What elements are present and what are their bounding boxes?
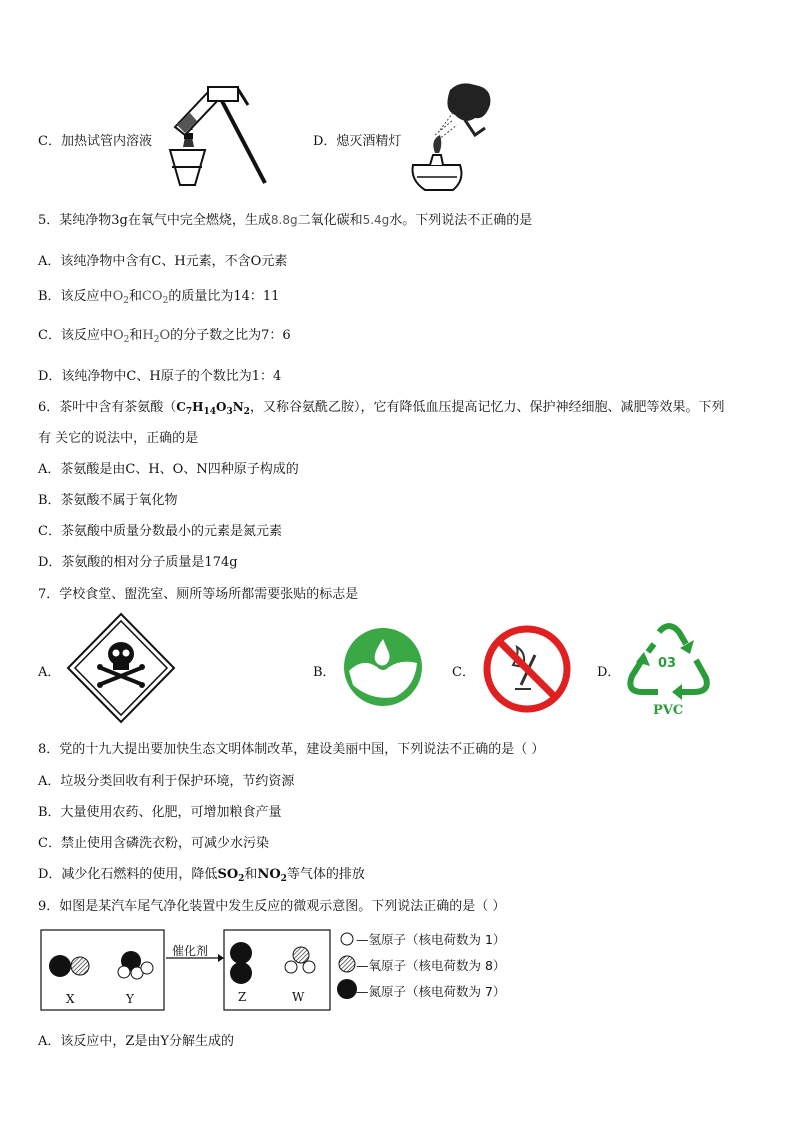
q8-option-b: B．大量使用农药、化肥，可增加粮食产量 [38, 805, 282, 820]
q5-option-c: C．该反应中$O_2$和$H_2O$的分子数之比为7：6 [38, 328, 291, 345]
q6-stem: 6．茶叶中含有茶氨酸（$C_7H_{14}O_3N_2$，又称谷氨酰乙胺），它有降低血压提高记忆力、保护神经细胞、减肥等效果。下列 [38, 400, 725, 417]
label-x: X [66, 992, 75, 1006]
legend-nitrogen-icon [336, 978, 358, 1000]
q4-option-d: D．熄灭酒精灯 [313, 134, 402, 149]
q5-option-d: D．该纯净物中C、H原子的个数比为1：4 [38, 369, 282, 384]
legend-hydrogen: —氢原子（核电荷数为 1） [356, 932, 506, 947]
q4-option-c: C．加热试管内溶液 [38, 134, 152, 149]
q8-option-d: D．减少化石燃料的使用，降低$SO_2$和$NO_2$等气体的排放 [38, 867, 365, 884]
q6-option-a: A．茶氨酸是由C、H、O、N四种原子构成的 [38, 462, 299, 477]
q8-option-c: C．禁止使用含磷洗衣粉，可减少水污染 [38, 836, 269, 851]
q5-option-b: B．该反应中$O_2$和$CO_2$的质量比为14：11 [38, 289, 280, 306]
label-z: Z [238, 990, 247, 1004]
q7-option-d-label: D． [597, 665, 621, 680]
q8-option-a: A．垃圾分类回收有利于保护环境，节约资源 [38, 774, 295, 789]
toxic-skull-icon [66, 612, 176, 724]
q6-option-b: B．茶氨酸不属于氧化物 [38, 493, 178, 508]
q6-option-c: C．茶氨酸中质量分数最小的元素是氮元素 [38, 524, 282, 539]
legend-oxygen: —氧原子（核电荷数为 8） [356, 958, 506, 973]
q8-stem: 8．党的十九大提出要加快生态文明体制改革，建设美丽中国，下列说法不正确的是（ ） [38, 742, 545, 757]
q6-stem-line2: 有 关它的说法中，正确的是 [38, 431, 199, 446]
q9-option-a: A．该反应中，Z是由Y分解生成的 [38, 1034, 235, 1049]
q6-option-d: D．茶氨酸的相对分子质量是174g [38, 555, 238, 570]
recycle-label: PVC [653, 703, 684, 718]
recycle-number: 03 [658, 656, 677, 671]
extinguish-alcohol-lamp-illustration [405, 80, 505, 195]
legend-hydrogen-icon [340, 932, 354, 946]
q7-option-a-label: A． [38, 665, 61, 680]
catalyst-label: 催化剂 [172, 944, 209, 958]
q5-option-a: A．该纯净物中含有C、H元素，不含O元素 [38, 254, 288, 269]
label-y: Y [126, 992, 134, 1006]
q7-option-c-label: C． [452, 665, 475, 680]
q7-option-b-label: B． [313, 665, 336, 680]
label-w: W [292, 990, 305, 1004]
no-smoking-icon [483, 625, 571, 713]
heating-test-tube-illustration [150, 85, 280, 190]
legend-nitrogen: —氮原子（核电荷数为 7） [356, 984, 506, 999]
q9-stem: 9．如图是某汽车尾气净化装置中发生反应的微观示意图。下列说法正确的是（ ） [38, 899, 506, 914]
q5-stem: 5．某纯净物3g在氧气中完全燃烧，生成8.8g二氧化碳和5.4g水。下列说法不正确的是 [38, 213, 533, 228]
q7-stem: 7．学校食堂、盥洗室、厕所等场所都需要张贴的标志是 [38, 587, 359, 602]
legend-oxygen-icon [338, 955, 356, 973]
water-saving-icon [343, 627, 423, 707]
